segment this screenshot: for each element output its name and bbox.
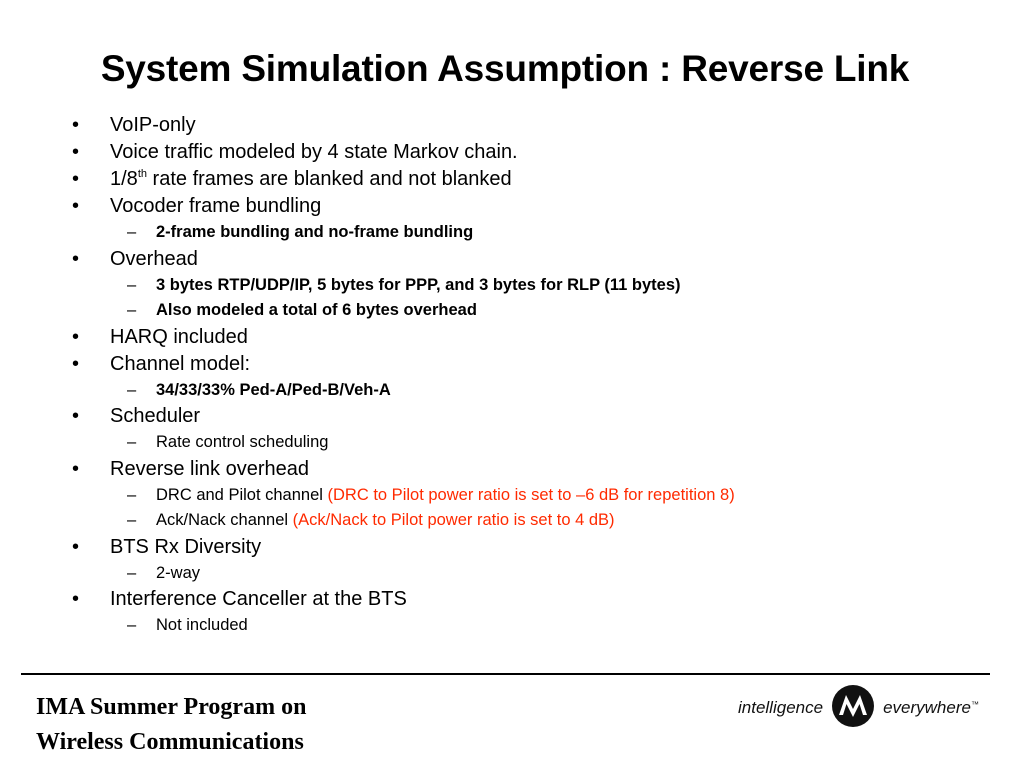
text-run: (Ack/Nack to Pilot power ratio is set to 4 dB) <box>292 511 615 529</box>
dash-marker: – <box>127 275 137 294</box>
text-run: Not included <box>156 616 248 634</box>
dash-marker: – <box>127 616 137 634</box>
text-run: Ack/Nack channel <box>156 511 293 529</box>
footer-divider <box>21 673 990 675</box>
text-run: rate frames are blanked and not blanked <box>147 168 512 190</box>
bullet-text <box>110 351 250 378</box>
bullet-marker: • <box>72 405 80 427</box>
bullet-text <box>156 430 328 456</box>
sub-bullet-item <box>0 613 1000 639</box>
text-run: 3 bytes RTP/UDP/IP, 5 bytes for PPP, and 3 bytes for RLP (11 bytes) <box>156 275 681 294</box>
dash-marker: – <box>127 433 137 451</box>
bullet-marker: • <box>72 247 80 270</box>
sub-bullet-item <box>0 508 1000 534</box>
dash-marker: – <box>127 301 137 319</box>
text-run: HARQ included <box>110 325 248 348</box>
text-run: Overhead <box>110 247 198 270</box>
bullet-list <box>0 112 1000 639</box>
bullet-text <box>156 561 200 587</box>
brand-word-everywhere <box>883 698 979 718</box>
bullet-item <box>0 403 1000 430</box>
dash-marker: – <box>127 223 137 241</box>
bullet-marker: • <box>72 457 80 480</box>
bullet-text <box>156 378 391 404</box>
brand-word-everywhere-text: everywhere <box>883 698 971 717</box>
bullet-item <box>0 139 1000 166</box>
footer-line-1: IMA Summer Program on <box>36 694 307 720</box>
bullet-item <box>0 112 1000 139</box>
sub-bullet-item <box>0 298 1000 324</box>
bullet-item <box>0 324 1000 351</box>
bullet-text <box>156 483 735 509</box>
bullet-item <box>0 193 1000 220</box>
bullet-item <box>0 166 1000 193</box>
bullet-marker: • <box>72 352 80 375</box>
text-run: Rate control scheduling <box>156 433 329 451</box>
brand-tagline <box>738 685 979 731</box>
text-run: BTS Rx Diversity <box>110 535 262 558</box>
footer-line-2: Wireless Communications <box>36 729 304 755</box>
bullet-marker: • <box>72 141 80 163</box>
text-run: Voice traffic modeled by 4 state Markov chain. <box>110 141 518 163</box>
trademark-symbol: ™ <box>970 700 979 709</box>
brand-word-intelligence: intelligence <box>738 698 824 717</box>
bullet-text <box>110 112 196 139</box>
text-run: 1/8 <box>110 168 138 190</box>
text-run: Reverse link overhead <box>110 457 309 480</box>
sub-bullet-item <box>0 483 1000 509</box>
text-run: (DRC to Pilot power ratio is set to –6 dB for repetition 8) <box>327 485 735 504</box>
text-run: 34/33/33% Ped-A/Ped-B/Veh-A <box>156 380 391 399</box>
bullet-marker: • <box>72 588 80 610</box>
text-run: Interference Canceller at the BTS <box>110 588 407 610</box>
text-run: Also modeled a total of 6 bytes overhead <box>156 301 477 319</box>
sub-bullet-item <box>0 273 1000 299</box>
bullet-marker: • <box>72 114 80 136</box>
text-run: Scheduler <box>110 405 201 427</box>
sub-bullet-item <box>0 220 1000 246</box>
text-run: DRC and Pilot channel <box>156 485 328 504</box>
bullet-text <box>110 246 198 273</box>
superscript-text: th <box>137 168 147 180</box>
bullet-text <box>110 139 518 166</box>
motorola-logo-icon <box>831 684 875 733</box>
bullet-text <box>110 456 309 483</box>
bullet-text <box>156 220 473 246</box>
bullet-text <box>110 403 200 430</box>
bullet-item <box>0 534 1000 561</box>
bullet-marker: • <box>72 325 80 348</box>
sub-bullet-item <box>0 430 1000 456</box>
sub-bullet-item <box>0 561 1000 587</box>
bullet-item <box>0 246 1000 273</box>
slide-title: System Simulation Assumption : Reverse Link <box>100 48 910 89</box>
bullet-item <box>0 456 1000 483</box>
text-run: Vocoder frame bundling <box>110 195 322 217</box>
dash-marker: – <box>127 380 137 399</box>
bullet-marker: • <box>72 535 80 558</box>
text-run: Channel model: <box>110 352 251 375</box>
bullet-marker: • <box>72 168 80 190</box>
bullet-text <box>110 324 248 351</box>
bullet-marker: • <box>72 195 80 217</box>
bullet-text <box>156 613 248 639</box>
dash-marker: – <box>127 511 137 529</box>
bullet-text <box>156 298 477 324</box>
bullet-item <box>0 586 1000 613</box>
text-run: VoIP-only <box>110 114 196 136</box>
dash-marker: – <box>127 563 137 582</box>
bullet-text <box>110 586 407 613</box>
bullet-text <box>156 508 615 534</box>
dash-marker: – <box>127 485 137 504</box>
text-run: 2-frame bundling and no-frame bundling <box>156 223 474 241</box>
bullet-text <box>110 534 261 561</box>
sub-bullet-item <box>0 378 1000 404</box>
bullet-item <box>0 351 1000 378</box>
bullet-text <box>110 193 321 220</box>
footer-program-name <box>36 690 306 760</box>
text-run: 2-way <box>156 563 201 582</box>
bullet-text <box>110 166 512 193</box>
bullet-text <box>156 273 681 299</box>
